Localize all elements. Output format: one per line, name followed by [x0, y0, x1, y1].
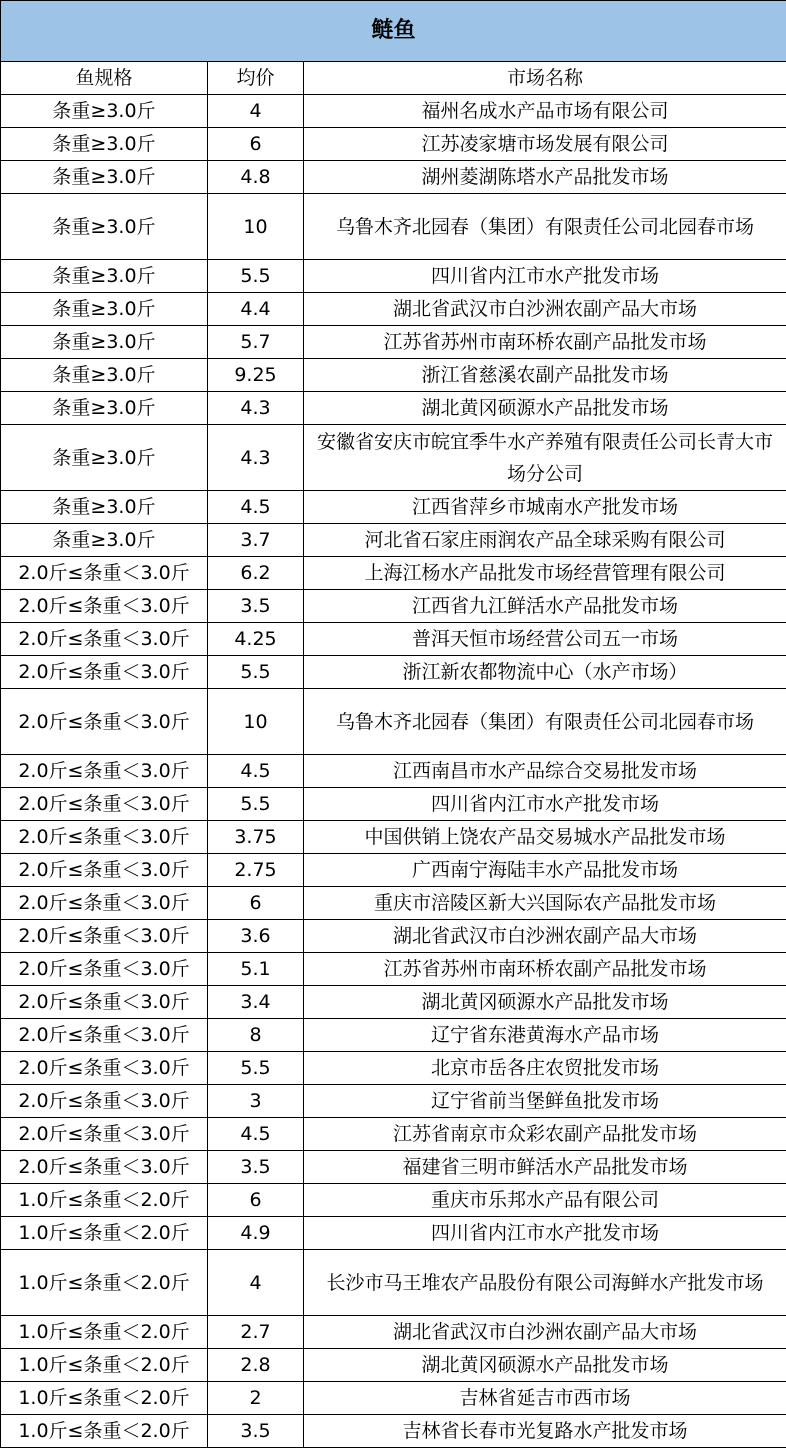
table-row [1, 392, 786, 425]
table-body [1, 95, 786, 1448]
spec-cell: 1.0斤≤条重＜2.0斤 [1, 1415, 208, 1448]
spec-cell: 2.0斤≤条重＜3.0斤 [1, 986, 208, 1019]
table-row [1, 293, 786, 326]
table-row [1, 1085, 786, 1118]
market-cell: 河北省石家庄雨润农产品全球采购有限公司 [304, 524, 786, 557]
price-cell: 2.7 [208, 1316, 304, 1349]
table-row [1, 1316, 786, 1349]
table-row [1, 1382, 786, 1415]
spec-cell: 2.0斤≤条重＜3.0斤 [1, 1052, 208, 1085]
spec-cell: 2.0斤≤条重＜3.0斤 [1, 1019, 208, 1052]
price-cell: 6.2 [208, 557, 304, 590]
market-cell: 江西省萍乡市城南水产批发市场 [304, 491, 786, 524]
market-cell: 湖州菱湖陈塔水产品批发市场 [304, 161, 786, 194]
table-row [1, 887, 786, 920]
spec-cell: 条重≥3.0斤 [1, 95, 208, 128]
market-cell: 江西省九江鲜活水产品批发市场 [304, 590, 786, 623]
table-row [1, 161, 786, 194]
table-row [1, 260, 786, 293]
price-cell: 4.8 [208, 161, 304, 194]
spec-cell: 2.0斤≤条重＜3.0斤 [1, 623, 208, 656]
spec-cell: 1.0斤≤条重＜2.0斤 [1, 1217, 208, 1250]
market-cell: 江西南昌市水产品综合交易批发市场 [304, 755, 786, 788]
table-row [1, 1052, 786, 1085]
spec-cell: 条重≥3.0斤 [1, 392, 208, 425]
market-cell: 福建省三明市鲜活水产品批发市场 [304, 1151, 786, 1184]
market-cell: 四川省内江市水产批发市场 [304, 1217, 786, 1250]
price-cell: 4.4 [208, 293, 304, 326]
market-cell: 四川省内江市水产批发市场 [304, 260, 786, 293]
market-cell: 长沙市马王堆农产品股份有限公司海鲜水产批发市场 [304, 1250, 786, 1316]
price-cell: 3.6 [208, 920, 304, 953]
price-cell: 4 [208, 1250, 304, 1316]
market-cell: 乌鲁木齐北园春（集团）有限责任公司北园春市场 [304, 689, 786, 755]
spec-cell: 1.0斤≤条重＜2.0斤 [1, 1250, 208, 1316]
table-row [1, 128, 786, 161]
table-row [1, 1415, 786, 1448]
table-row [1, 1250, 786, 1316]
table-row [1, 1151, 786, 1184]
spec-cell: 2.0斤≤条重＜3.0斤 [1, 656, 208, 689]
market-cell: 上海江杨水产品批发市场经营管理有限公司 [304, 557, 786, 590]
spec-cell: 2.0斤≤条重＜3.0斤 [1, 557, 208, 590]
price-cell: 9.25 [208, 359, 304, 392]
price-cell: 5.5 [208, 788, 304, 821]
table-row [1, 491, 786, 524]
price-cell: 10 [208, 194, 304, 260]
spec-cell: 2.0斤≤条重＜3.0斤 [1, 590, 208, 623]
table-row [1, 788, 786, 821]
spec-cell: 2.0斤≤条重＜3.0斤 [1, 1085, 208, 1118]
market-cell: 湖北黄冈硕源水产品批发市场 [304, 1349, 786, 1382]
market-cell: 四川省内江市水产批发市场 [304, 788, 786, 821]
spec-cell: 2.0斤≤条重＜3.0斤 [1, 788, 208, 821]
spec-cell: 条重≥3.0斤 [1, 128, 208, 161]
market-cell: 江苏省苏州市南环桥农副产品批发市场 [304, 953, 786, 986]
table-row [1, 524, 786, 557]
price-cell: 6 [208, 1184, 304, 1217]
market-cell: 普洱天恒市场经营公司五一市场 [304, 623, 786, 656]
table-row [1, 755, 786, 788]
price-cell: 4.5 [208, 1118, 304, 1151]
spec-cell: 1.0斤≤条重＜2.0斤 [1, 1349, 208, 1382]
table-row [1, 623, 786, 656]
price-cell: 5.1 [208, 953, 304, 986]
spec-cell: 2.0斤≤条重＜3.0斤 [1, 887, 208, 920]
spec-cell: 条重≥3.0斤 [1, 524, 208, 557]
spec-cell: 2.0斤≤条重＜3.0斤 [1, 1151, 208, 1184]
spec-cell: 2.0斤≤条重＜3.0斤 [1, 1118, 208, 1151]
price-cell: 4.3 [208, 392, 304, 425]
table-row [1, 326, 786, 359]
price-cell: 4.5 [208, 491, 304, 524]
price-cell: 4.5 [208, 755, 304, 788]
spec-cell: 条重≥3.0斤 [1, 326, 208, 359]
table-row [1, 821, 786, 854]
table-row [1, 1118, 786, 1151]
price-cell: 3.75 [208, 821, 304, 854]
price-cell: 4.3 [208, 425, 304, 491]
market-cell: 湖北省武汉市白沙洲农副产品大市场 [304, 920, 786, 953]
table-row [1, 920, 786, 953]
price-cell: 5.5 [208, 656, 304, 689]
table-row [1, 194, 786, 260]
price-cell: 6 [208, 887, 304, 920]
market-cell: 重庆市乐邦水产品有限公司 [304, 1184, 786, 1217]
price-cell: 3 [208, 1085, 304, 1118]
spec-cell: 条重≥3.0斤 [1, 293, 208, 326]
price-cell: 4.25 [208, 623, 304, 656]
market-cell: 中国供销上饶农产品交易城水产品批发市场 [304, 821, 786, 854]
spec-cell: 条重≥3.0斤 [1, 491, 208, 524]
price-cell: 3.5 [208, 1151, 304, 1184]
table-row [1, 359, 786, 392]
market-cell: 乌鲁木齐北园春（集团）有限责任公司北园春市场 [304, 194, 786, 260]
header-spec: 鱼规格 [1, 62, 208, 95]
market-cell: 湖北省武汉市白沙洲农副产品大市场 [304, 293, 786, 326]
spec-cell: 1.0斤≤条重＜2.0斤 [1, 1184, 208, 1217]
spec-cell: 2.0斤≤条重＜3.0斤 [1, 689, 208, 755]
table-row [1, 1217, 786, 1250]
header-price: 均价 [208, 62, 304, 95]
price-cell: 3.5 [208, 590, 304, 623]
price-cell: 3.4 [208, 986, 304, 1019]
spec-cell: 2.0斤≤条重＜3.0斤 [1, 755, 208, 788]
price-cell: 5.5 [208, 1052, 304, 1085]
price-cell: 4.9 [208, 1217, 304, 1250]
price-cell: 5.7 [208, 326, 304, 359]
price-cell: 2 [208, 1382, 304, 1415]
table-title: 鲢鱼 [1, 1, 786, 62]
table-row [1, 1019, 786, 1052]
spec-cell: 1.0斤≤条重＜2.0斤 [1, 1382, 208, 1415]
table-row [1, 656, 786, 689]
table-row [1, 1184, 786, 1217]
market-cell: 吉林省长春市光复路水产批发市场 [304, 1415, 786, 1448]
market-cell: 重庆市涪陵区新大兴国际农产品批发市场 [304, 887, 786, 920]
spec-cell: 条重≥3.0斤 [1, 260, 208, 293]
table-row [1, 854, 786, 887]
spec-cell: 条重≥3.0斤 [1, 359, 208, 392]
market-cell: 江苏凌家塘市场发展有限公司 [304, 128, 786, 161]
price-cell: 3.7 [208, 524, 304, 557]
table-row [1, 425, 786, 491]
spec-cell: 2.0斤≤条重＜3.0斤 [1, 920, 208, 953]
market-cell: 吉林省延吉市西市场 [304, 1382, 786, 1415]
price-cell: 10 [208, 689, 304, 755]
spec-cell: 条重≥3.0斤 [1, 161, 208, 194]
price-cell: 4 [208, 95, 304, 128]
market-cell: 湖北省武汉市白沙洲农副产品大市场 [304, 1316, 786, 1349]
market-cell: 辽宁省前当堡鲜鱼批发市场 [304, 1085, 786, 1118]
price-cell: 3.5 [208, 1415, 304, 1448]
table-row [1, 1349, 786, 1382]
spec-cell: 1.0斤≤条重＜2.0斤 [1, 1316, 208, 1349]
table-row [1, 95, 786, 128]
spec-cell: 条重≥3.0斤 [1, 425, 208, 491]
spec-cell: 条重≥3.0斤 [1, 194, 208, 260]
price-cell: 5.5 [208, 260, 304, 293]
market-cell: 江苏省苏州市南环桥农副产品批发市场 [304, 326, 786, 359]
spec-cell: 2.0斤≤条重＜3.0斤 [1, 854, 208, 887]
table-row [1, 689, 786, 755]
market-cell: 浙江省慈溪农副产品批发市场 [304, 359, 786, 392]
price-cell: 8 [208, 1019, 304, 1052]
spec-cell: 2.0斤≤条重＜3.0斤 [1, 821, 208, 854]
market-cell: 湖北黄冈硕源水产品批发市场 [304, 986, 786, 1019]
price-cell: 2.8 [208, 1349, 304, 1382]
header-market: 市场名称 [304, 62, 786, 95]
market-cell: 辽宁省东港黄海水产品市场 [304, 1019, 786, 1052]
spec-cell: 2.0斤≤条重＜3.0斤 [1, 953, 208, 986]
table-row [1, 986, 786, 1019]
market-cell: 湖北黄冈硕源水产品批发市场 [304, 392, 786, 425]
market-cell: 广西南宁海陆丰水产品批发市场 [304, 854, 786, 887]
table-row [1, 953, 786, 986]
table-row [1, 590, 786, 623]
table-row [1, 557, 786, 590]
price-cell: 2.75 [208, 854, 304, 887]
market-cell: 福州名成水产品市场有限公司 [304, 95, 786, 128]
market-cell: 北京市岳各庄农贸批发市场 [304, 1052, 786, 1085]
market-cell: 浙江新农都物流中心（水产市场） [304, 656, 786, 689]
market-cell: 安徽省安庆市皖宜季牛水产养殖有限责任公司长青大市场分公司 [304, 425, 786, 491]
price-cell: 6 [208, 128, 304, 161]
market-cell: 江苏省南京市众彩农副产品批发市场 [304, 1118, 786, 1151]
